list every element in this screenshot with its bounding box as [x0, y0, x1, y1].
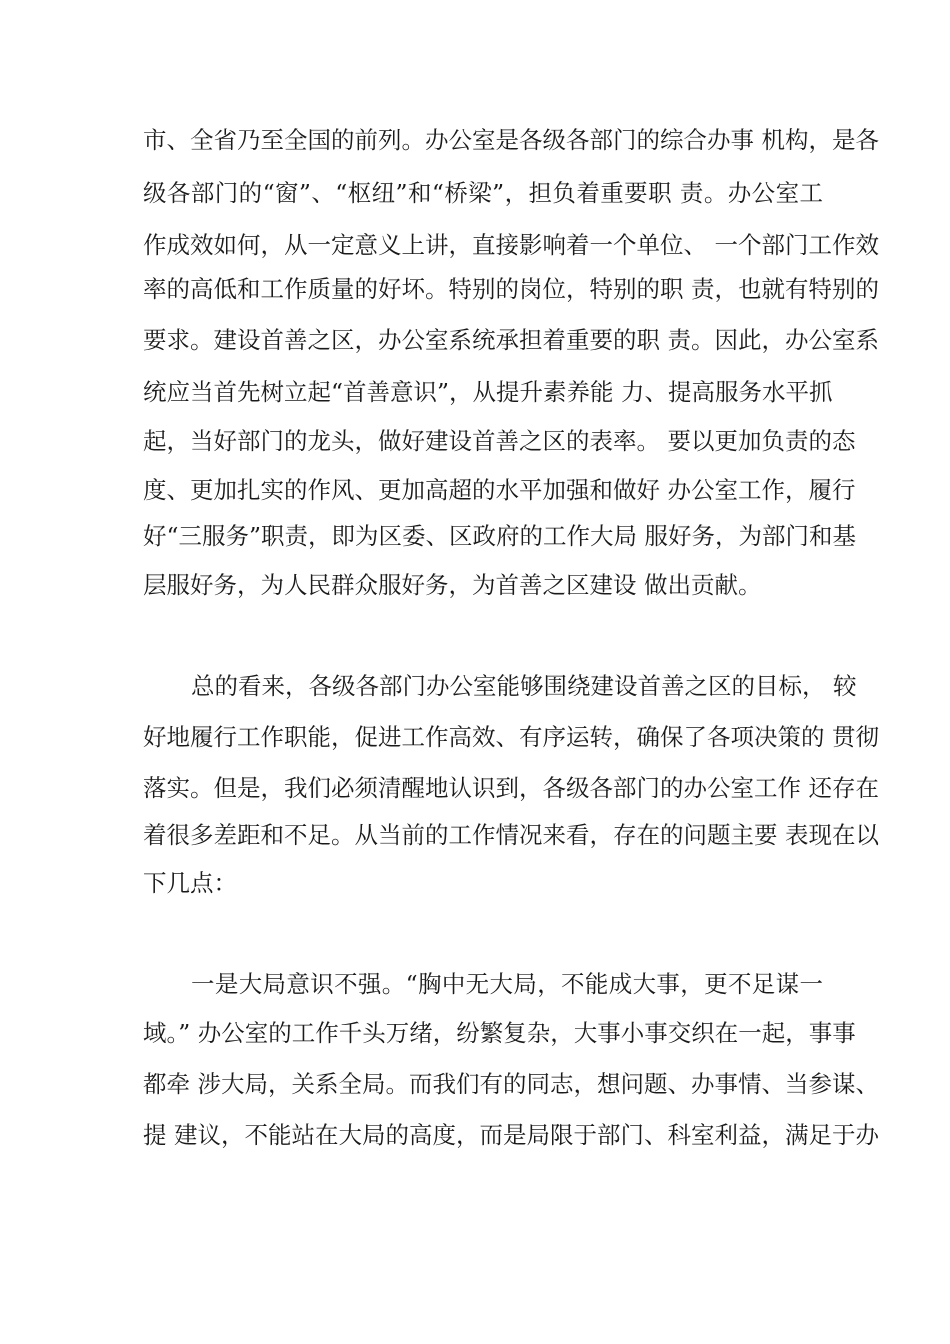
paragraph-1-line-8: 度、更加扎实的作风、更加高超的水平加强和做好 办公室工作，履行 — [143, 476, 856, 504]
paragraph-3-line-4: 提 建议，不能站在大局的高度，而是局限于部门、科室利益，满足于办 — [143, 1121, 879, 1149]
paragraph-3-line-1: 一是大局意识不强。“胸中无大局，不能成大事，更不足谋一 — [191, 970, 823, 998]
paragraph-1-line-4: 率的高低和工作质量的好坏。特别的岗位，特别的职 责，也就有特别的 — [143, 275, 879, 303]
paragraph-1-line-7: 起，当好部门的龙头，做好建设首善之区的表率。 要以更加负责的态 — [143, 427, 856, 455]
paragraph-2-line-1: 总的看来，各级各部门办公室能够围绕建设首善之区的目标， 较 — [191, 672, 857, 700]
paragraph-1-line-5: 要求。建设首善之区，办公室系统承担着重要的职 责。因此，办公室系 — [143, 326, 879, 354]
paragraph-1-line-1: 市、全省乃至全国的前列。办公室是各级各部门的综合办事 机构，是各 — [143, 126, 879, 154]
paragraph-1-line-9: 好“三服务”职责，即为区委、区政府的工作大局 服好务，为部门和基 — [143, 522, 856, 550]
paragraph-1-line-10: 层服好务，为人民群众服好务，为首善之区建设 做出贡献。 — [143, 571, 762, 599]
paragraph-3-line-2: 域。” 办公室的工作千头万绪，纷繁复杂，大事小事交织在一起，事事 — [143, 1019, 856, 1047]
paragraph-1-line-6: 统应当首先树立起“首善意识”，从提升素养能 力、提高服务水平抓 — [143, 378, 833, 406]
paragraph-1-line-3: 作成效如何，从一定意义上讲，直接影响着一个单位、 一个部门工作效 — [143, 231, 879, 259]
paragraph-2-line-2: 好地履行工作职能，促进工作高效、有序运转，确保了各项决策的 贯彻 — [143, 723, 879, 751]
paragraph-1-line-2: 级各部门的“窗”、“枢纽”和“桥梁”，担负着重要职 责。办公室工 — [143, 179, 823, 207]
paragraph-2-line-4: 着很多差距和不足。从当前的工作情况来看，存在的问题主要 表现在以 — [143, 821, 879, 849]
paragraph-2-line-3: 落实。但是，我们必须清醒地认识到，各级各部门的办公室工作 还存在 — [143, 774, 879, 802]
paragraph-3-line-3: 都牵 涉大局，关系全局。而我们有的同志，想问题、办事情、当参谋、 — [143, 1070, 879, 1098]
paragraph-2-line-5: 下几点： — [143, 869, 237, 897]
